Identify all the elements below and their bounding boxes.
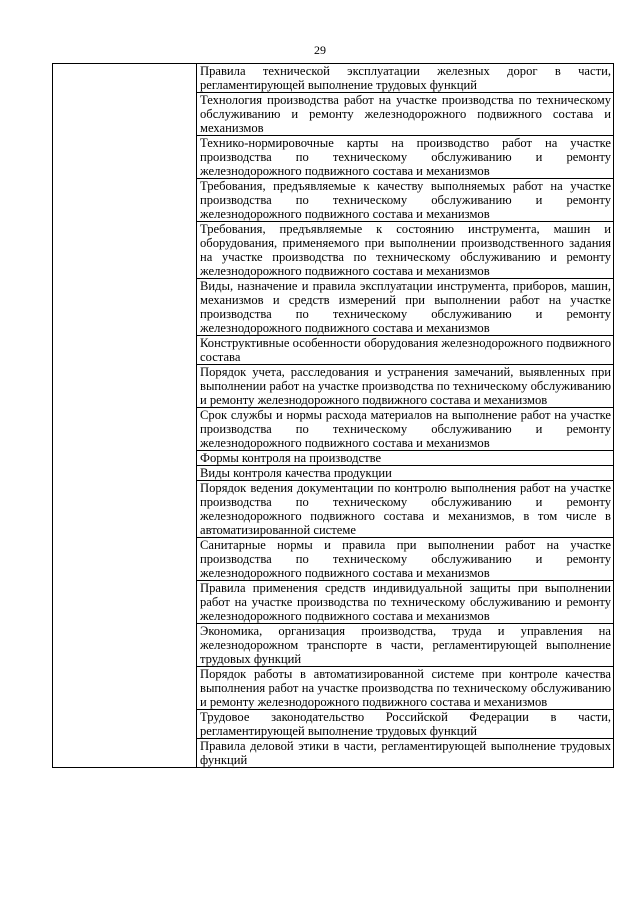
requirement-item: Порядок работы в автоматизированной системе при контроле качества выполнения работ на участке производства по техническому обслуживанию и ремонту железнодорожного подвижного состава и механизмов xyxy=(197,667,614,710)
requirement-item: Трудовое законодательство Российской Федерации в части, регламентирующей выполнение трудовых функций xyxy=(197,710,614,739)
requirement-item: Технико-нормировочные карты на производство работ на участке производства по техническому обслуживанию и ремонту железнодорожного подвижного состава и механизмов xyxy=(197,136,614,179)
requirement-item: Виды, назначение и правила эксплуатации инструмента, приборов, машин, механизмов и средств измерений при выполнении работ на участке производства по техническому обслуживанию и ремонту железнодорожного подвижного состава и механизмов xyxy=(197,279,614,336)
knowledge-requirements-table xyxy=(52,63,614,768)
page-number: 29 xyxy=(314,43,326,57)
table-row xyxy=(53,64,614,93)
requirement-item: Порядок учета, расследования и устранения замечаний, выявленных при выполнении работ на участке производства по техническому обслуживанию и ремонту железнодорожного подвижного состава и механизмов xyxy=(197,365,614,408)
requirement-item: Технология производства работ на участке производства по техническому обслуживанию и ремонту железнодорожного подвижного состава и механизмов xyxy=(197,93,614,136)
left-column-cell xyxy=(53,64,197,768)
requirement-item: Требования, предъявляемые к качеству выполняемых работ на участке производства по техническому обслуживанию и ремонту железнодорожного подвижного состава и механизмов xyxy=(197,179,614,222)
requirement-item: Срок службы и нормы расхода материалов на выполнение работ на участке производства по техническому обслуживанию и ремонту железнодорожного подвижного состава и механизмов xyxy=(197,408,614,451)
requirement-item: Экономика, организация производства, труда и управления на железнодорожном транспорте в части, регламентирующей выполнение трудовых функций xyxy=(197,624,614,667)
requirement-item: Правила применения средств индивидуальной защиты при выполнении работ на участке производства по техническому обслуживанию и ремонту железнодорожного подвижного состава и механизмов xyxy=(197,581,614,624)
requirement-item: Формы контроля на производстве xyxy=(197,451,614,466)
requirement-item: Санитарные нормы и правила при выполнении работ на участке производства по техническому обслуживанию и ремонту железнодорожного подвижного состава и механизмов xyxy=(197,538,614,581)
requirement-item: Конструктивные особенности оборудования железнодорожного подвижного состава xyxy=(197,336,614,365)
requirement-item: Правила деловой этики в части, регламентирующей выполнение трудовых функций xyxy=(197,739,614,768)
requirement-item: Порядок ведения документации по контролю выполнения работ на участке производства по техническому обслуживанию и ремонту железнодорожного подвижного состава и механизмов, в том числе в автоматизированной системе xyxy=(197,481,614,538)
requirement-item: Требования, предъявляемые к состоянию инструмента, машин и оборудования, применяемого при выполнении производственного задания на участке производства по техническому обслуживанию и ремонту железнодорожного подвижного состава и механизмов xyxy=(197,222,614,279)
requirement-item: Правила технической эксплуатации железных дорог в части, регламентирующей выполнение трудовых функций xyxy=(197,64,614,93)
requirement-item: Виды контроля качества продукции xyxy=(197,466,614,481)
